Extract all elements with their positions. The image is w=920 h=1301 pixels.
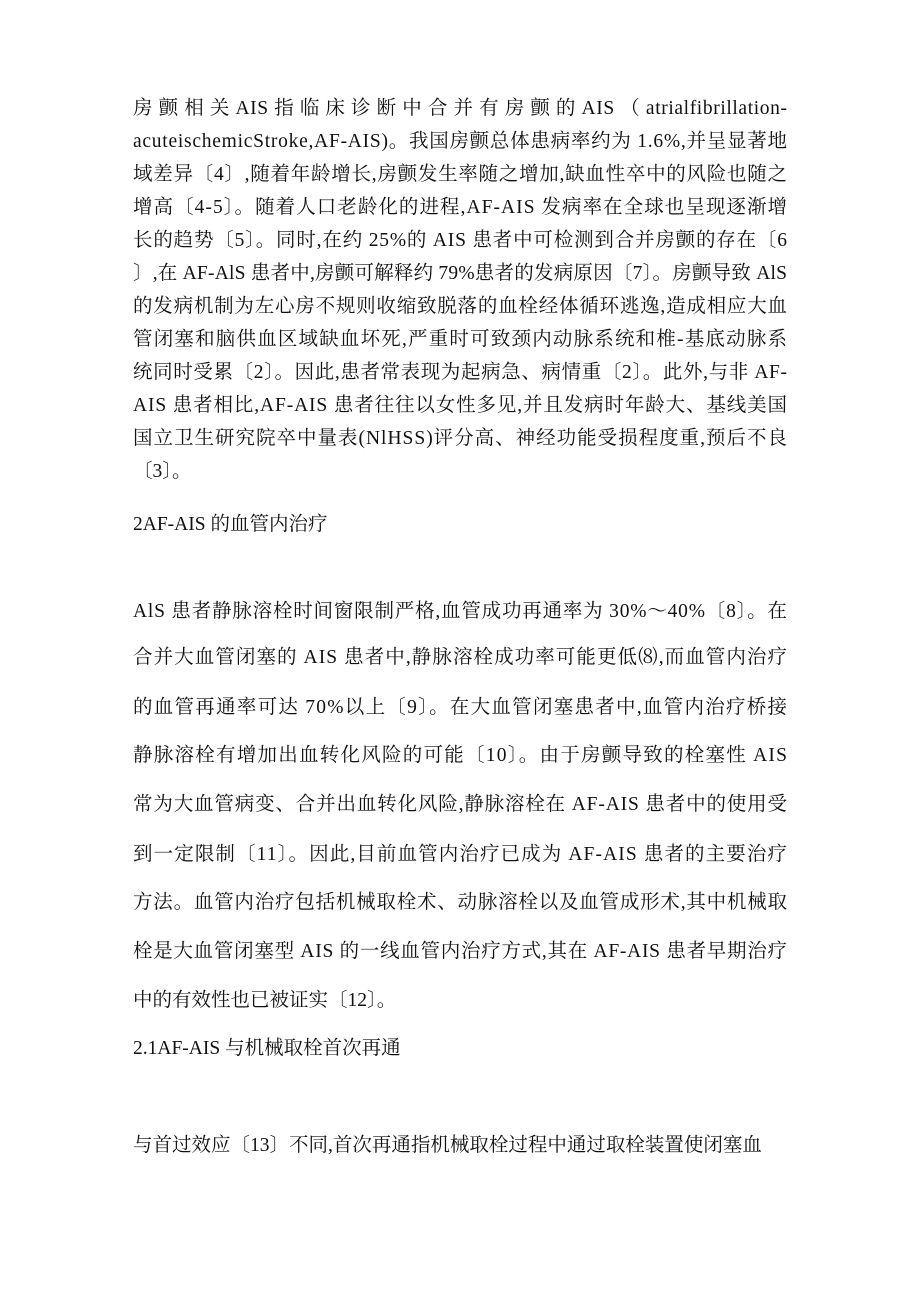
text-line: 方法。血管内治疗包括机械取栓术、动脉溶栓以及血管成形术,其中机械取 (133, 892, 788, 913)
subsection-heading: 2.1AF-AIS 与机械取栓首次再通 (133, 1038, 401, 1059)
text-line: 的发病机制为左心房不规则收缩致脱落的血栓经体循环逃逸,造成相应大血 (133, 296, 788, 317)
text-line: 房 颤 相 关 AIS 指 临 床 诊 断 中 合 并 有 房 颤 的 AIS （ atrialfibrillation- (133, 98, 788, 119)
text-line: 栓是大血管闭塞型 AIS 的一线血管内治疗方式,其在 AF-AIS 患者早期治疗 (133, 941, 788, 962)
text-line: 域差异〔4〕,随着年龄增长,房颤发生率随之增加,缺血性卒中的风险也随之 (133, 164, 788, 185)
text-line: 常为大血管病变、合并出血转化风险,静脉溶栓在 AF-AIS 患者中的使用受 (133, 794, 788, 815)
text-line: 长的趋势〔5〕。同时,在约 25%的 AIS 患者中可检测到合并房颤的存在〔6 (133, 230, 788, 251)
text-line: 中的有效性也已被证实〔12〕。 (133, 990, 397, 1011)
text-line: AIS 患者相比,AF-AIS 患者往往以女性多见,并且发病时年龄大、基线美国 (133, 395, 788, 416)
text-line: 〔3〕。 (133, 461, 192, 482)
text-line: 国立卫生研究院卒中量表(NlHSS)评分高、神经功能受损程度重,预后不良 (133, 428, 788, 449)
section-heading: 2AF-AIS 的血管内治疗 (133, 514, 328, 535)
text-line: 到一定限制〔11〕。因此,目前血管内治疗已成为 AF-AIS 患者的主要治疗 (133, 844, 789, 865)
text-line: 统同时受累〔2〕。因此,患者常表现为起病急、病情重〔2〕。此外,与非 AF- (133, 362, 788, 383)
text-line: 〕,在 AF-AlS 患者中,房颤可解释约 79%患者的发病原因〔7〕。房颤导致 AlS (133, 263, 788, 284)
text-line: AlS 患者静脉溶栓时间窗限制严格,血管成功再通率为 30%～40%〔8〕。在 (133, 601, 788, 622)
text-line: 静脉溶栓有增加出血转化风险的可能〔10〕。由于房颤导致的栓塞性 AIS (133, 745, 789, 766)
text-line: 的血管再通率可达 70%以上〔9〕。在大血管闭塞患者中,血管内治疗桥接 (133, 697, 789, 718)
text-line: 管闭塞和脑供血区域缺血坏死,严重时可致颈内动脉系统和椎-基底动脉系 (133, 329, 789, 350)
text-line: acuteischemicStroke,AF-AIS)。我国房颤总体患病率约为 1.6%,并呈显著地 (133, 131, 788, 152)
text-line: 增高〔4-5〕。随着人口老龄化的进程,AF-AIS 发病率在全球也呈现逐渐增 (133, 197, 789, 218)
text-line: 合并大血管闭塞的 AIS 患者中,静脉溶栓成功率可能更低⑻,而血管内治疗 (133, 647, 789, 668)
text-line: 与首过效应〔13〕不同,首次再通指机械取栓过程中通过取栓装置使闭塞血 (133, 1135, 762, 1156)
